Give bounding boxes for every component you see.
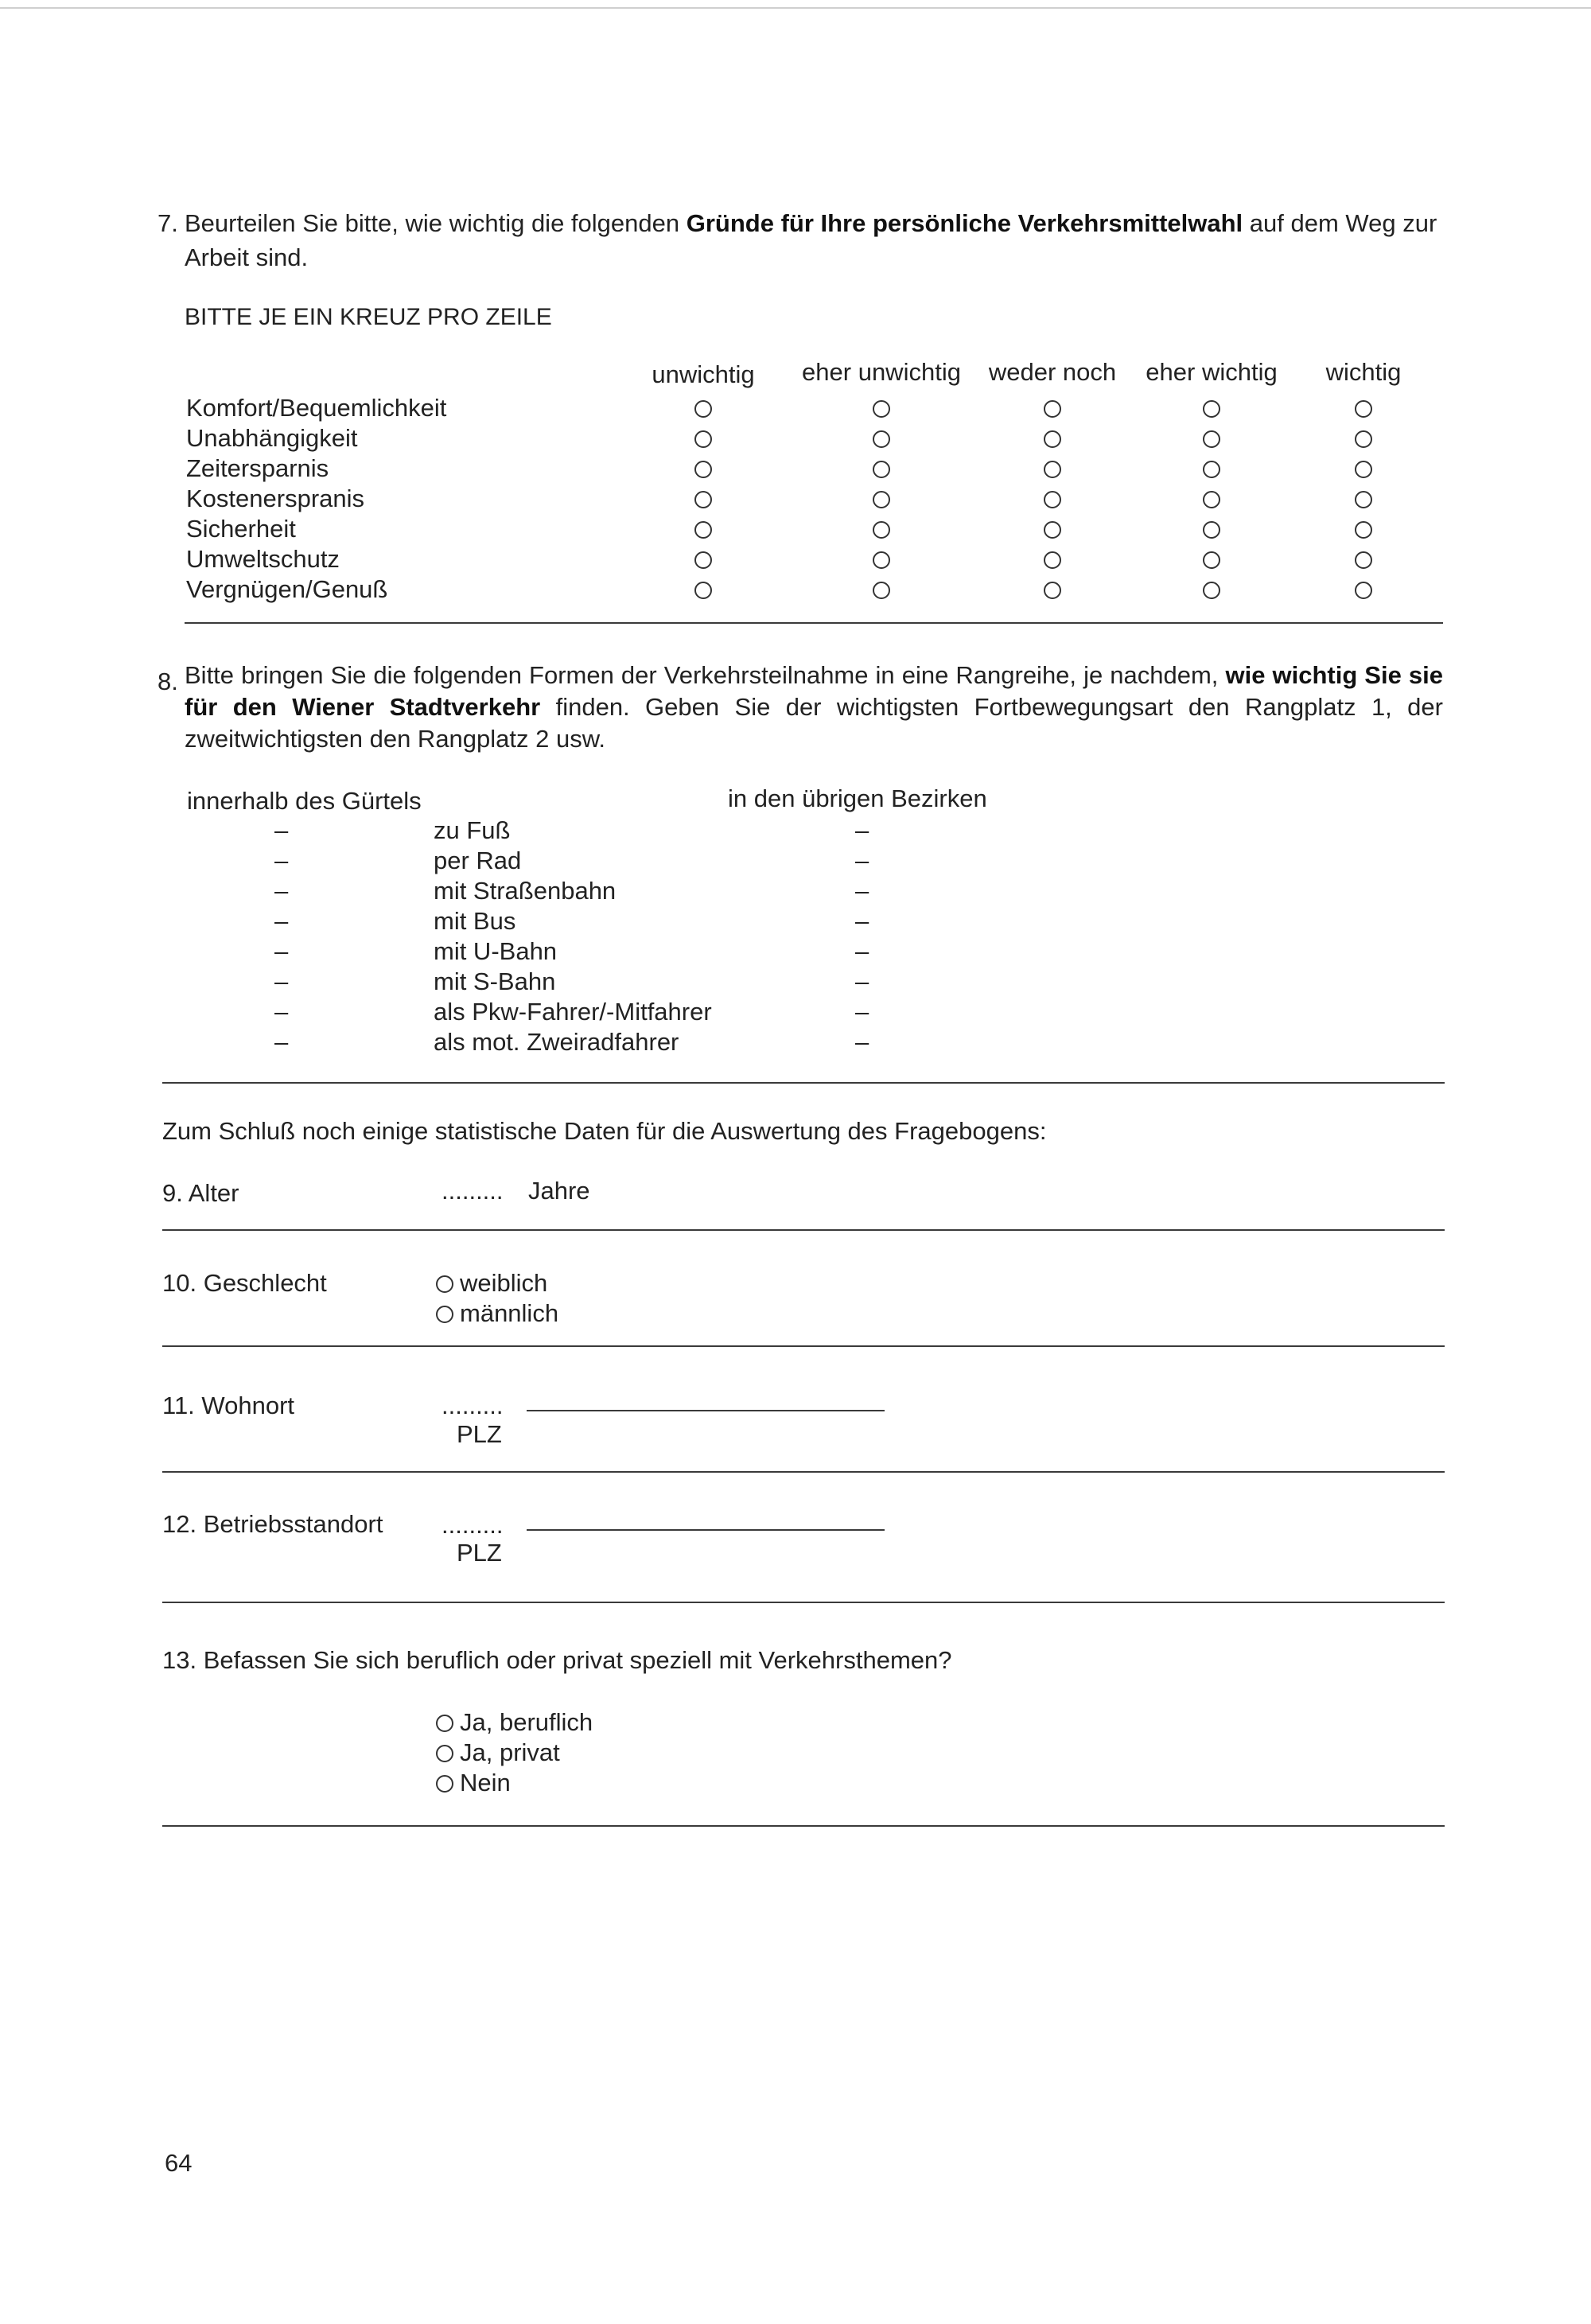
q7-rating-radio[interactable] xyxy=(1355,491,1372,508)
q7-rating-radio[interactable] xyxy=(1203,551,1220,569)
q7-rating-radio[interactable] xyxy=(1044,551,1061,569)
radio-ja-privat[interactable] xyxy=(436,1745,453,1762)
q8-col-right-header: in den übrigen Bezirken xyxy=(728,784,987,812)
q10-option-label: männlich xyxy=(460,1299,559,1327)
q7-rating-radio[interactable] xyxy=(694,582,712,599)
q7-item-label: Vergnügen/Genuß xyxy=(186,575,388,603)
q7-rating-radio[interactable] xyxy=(873,582,890,599)
q11-divider xyxy=(162,1471,1445,1473)
q13-option-nein[interactable] xyxy=(436,1768,511,1799)
q7-rating-radio[interactable] xyxy=(694,491,712,508)
q8-rank-slot-left[interactable]: – xyxy=(274,937,289,965)
q13-option-label: Ja, privat xyxy=(460,1738,560,1766)
q7-rating-radio[interactable] xyxy=(1355,521,1372,539)
q8-rank-slot-left[interactable]: – xyxy=(274,967,289,995)
q7-rating-radio[interactable] xyxy=(873,521,890,539)
q8-rank-slot-right[interactable]: – xyxy=(855,967,869,995)
q8-rank-slot-left[interactable]: – xyxy=(274,877,289,905)
q7-rating-radio[interactable] xyxy=(1355,582,1372,599)
q8-mode-label: zu Fuß xyxy=(434,816,511,844)
q7-item-label: Sicherheit xyxy=(186,515,296,543)
stats-intro: Zum Schluß noch einige statistische Daten für die Auswertung des Fragebogens: xyxy=(162,1117,1047,1145)
q7-question xyxy=(185,208,1437,239)
q12-divider xyxy=(162,1602,1445,1603)
q7-item-label: Umweltschutz xyxy=(186,545,340,573)
q7-rating-radio[interactable] xyxy=(873,400,890,418)
q7-rating-radio[interactable] xyxy=(1044,582,1061,599)
q13-option-privat[interactable] xyxy=(436,1738,560,1769)
q13-question: 13. Befassen Sie sich beruflich oder privat speziell mit Verkehrsthemen? xyxy=(162,1646,952,1674)
q8-mode-label: mit Bus xyxy=(434,907,516,935)
q7-rating-radio[interactable] xyxy=(1355,461,1372,478)
q7-instruction: BITTE JE EIN KREUZ PRO ZEILE xyxy=(185,304,552,330)
q7-rating-radio[interactable] xyxy=(873,461,890,478)
q10-divider xyxy=(162,1345,1445,1347)
q8-rank-slot-left[interactable]: – xyxy=(274,1028,289,1056)
q7-item-label: Zeitersparnis xyxy=(186,454,329,482)
q7-rating-radio[interactable] xyxy=(1355,430,1372,448)
q8-rank-slot-left[interactable]: – xyxy=(274,907,289,935)
q7-rating-radio[interactable] xyxy=(1203,400,1220,418)
page-number: 64 xyxy=(165,2149,193,2177)
q8-rank-slot-right[interactable]: – xyxy=(855,847,869,874)
q9-age-input[interactable]: ......... xyxy=(442,1177,504,1205)
q7-rating-radio[interactable] xyxy=(694,430,712,448)
q8-question xyxy=(185,660,1443,755)
q8-divider xyxy=(162,1082,1445,1084)
q7-scale-label: unwichtig xyxy=(652,360,755,388)
q8-text-part1: Bitte bringen Sie die folgenden Formen der Verkehrsteilnahme in eine Rangreihe, je nachdem, xyxy=(185,661,1219,689)
radio-maennlich[interactable] xyxy=(436,1306,453,1323)
q8-rank-slot-right[interactable]: – xyxy=(855,937,869,965)
q8-mode-label: mit U-Bahn xyxy=(434,937,558,965)
q7-rating-radio[interactable] xyxy=(1044,400,1061,418)
q7-rating-radio[interactable] xyxy=(694,551,712,569)
q10-option-label: weiblich xyxy=(460,1269,548,1297)
q7-intro: Beurteilen Sie bitte, wie wichtig die folgenden xyxy=(185,209,680,237)
q10-option-maennlich[interactable] xyxy=(436,1298,558,1329)
q8-mode-label: als Pkw-Fahrer/-Mitfahrer xyxy=(434,998,712,1026)
q7-scale-label: eher wichtig xyxy=(1146,358,1278,386)
q7-scale-label: eher unwichtig xyxy=(802,358,961,386)
q8-bold: wie wichtig Sie sie für den Wiener Stadtverkehr xyxy=(185,661,1443,721)
q7-item-label: Kostenerspranis xyxy=(186,485,365,512)
q8-rank-slot-right[interactable]: – xyxy=(855,1028,869,1056)
q8-number: 8. xyxy=(158,668,178,695)
q7-rating-radio[interactable] xyxy=(1044,491,1061,508)
q7-scale-label: wichtig xyxy=(1325,358,1402,386)
q8-mode-label: mit S-Bahn xyxy=(434,967,556,995)
q8-mode-label: per Rad xyxy=(434,847,522,874)
q10-option-weiblich[interactable] xyxy=(436,1268,547,1299)
q11-plz-label: PLZ xyxy=(457,1420,502,1448)
q8-rank-slot-left[interactable]: – xyxy=(274,847,289,874)
q8-mode-label: mit Straßenbahn xyxy=(434,877,617,905)
q7-rating-radio[interactable] xyxy=(1355,400,1372,418)
q12-town-input[interactable] xyxy=(527,1529,885,1531)
q8-rank-slot-right[interactable]: – xyxy=(855,998,869,1026)
q8-rank-slot-left[interactable]: – xyxy=(274,816,289,844)
q12-label: 12. Betriebsstandort xyxy=(162,1510,383,1538)
q11-town-input[interactable] xyxy=(527,1410,885,1411)
q10-label: 10. Geschlecht xyxy=(162,1269,327,1297)
q8-rank-slot-right[interactable]: – xyxy=(855,877,869,905)
q7-rating-radio[interactable] xyxy=(694,400,712,418)
q7-rating-radio[interactable] xyxy=(1044,521,1061,539)
q7-rating-radio[interactable] xyxy=(1203,430,1220,448)
q13-option-label: Nein xyxy=(460,1769,511,1797)
q7-item-label: Komfort/Bequemlichkeit xyxy=(186,394,447,422)
q8-col-left-header: innerhalb des Gürtels xyxy=(187,787,422,815)
q11-plz-input[interactable]: ......... xyxy=(442,1392,504,1419)
radio-ja-beruflich[interactable] xyxy=(436,1715,453,1732)
q7-number: 7. xyxy=(158,209,178,237)
q12-plz-label: PLZ xyxy=(457,1539,502,1567)
q11-label: 11. Wohnort xyxy=(162,1392,295,1419)
q7-rating-radio[interactable] xyxy=(1044,430,1061,448)
q7-rating-radio[interactable] xyxy=(1203,491,1220,508)
q7-bold: Gründe für Ihre persönliche Verkehrsmittelwahl xyxy=(686,209,1243,237)
q8-rank-slot-right[interactable]: – xyxy=(855,907,869,935)
q7-rating-radio[interactable] xyxy=(1203,461,1220,478)
q7-question-line2: Arbeit sind. xyxy=(185,243,309,271)
q7-item-label: Unabhängigkeit xyxy=(186,424,358,452)
q13-divider xyxy=(162,1825,1445,1827)
q13-option-beruflich[interactable] xyxy=(436,1707,593,1738)
q7-divider xyxy=(185,622,1443,624)
q7-rating-radio[interactable] xyxy=(1203,521,1220,539)
q7-rating-radio[interactable] xyxy=(694,521,712,539)
q7-rating-radio[interactable] xyxy=(873,430,890,448)
radio-weiblich[interactable] xyxy=(436,1275,453,1293)
radio-nein[interactable] xyxy=(436,1775,453,1793)
q7-rating-radio[interactable] xyxy=(873,551,890,569)
q7-rating-radio[interactable] xyxy=(1355,551,1372,569)
q9-label: 9. Alter xyxy=(162,1179,239,1207)
q8-mode-label: als mot. Zweiradfahrer xyxy=(434,1028,679,1056)
q13-option-label: Ja, beruflich xyxy=(460,1708,593,1736)
q8-text-part2: finden. Geben Sie der wichtigsten Fortbewegungsart den Rangplatz 1, der zweitwichtigsten den Rangplatz 2 usw. xyxy=(185,693,1443,753)
page-top-edge xyxy=(0,7,1591,9)
q8-rank-slot-right[interactable]: – xyxy=(855,816,869,844)
q7-rating-radio[interactable] xyxy=(1044,461,1061,478)
q7-rating-radio[interactable] xyxy=(873,491,890,508)
q7-rating-radio[interactable] xyxy=(694,461,712,478)
q7-rating-radio[interactable] xyxy=(1203,582,1220,599)
q9-divider xyxy=(162,1229,1445,1231)
q12-plz-input[interactable]: ......... xyxy=(442,1511,504,1539)
q9-unit: Jahre xyxy=(528,1177,590,1205)
q8-rank-slot-left[interactable]: – xyxy=(274,998,289,1026)
q7-outro: auf dem Weg zur xyxy=(1249,209,1437,237)
q7-scale-label: weder noch xyxy=(988,358,1117,386)
